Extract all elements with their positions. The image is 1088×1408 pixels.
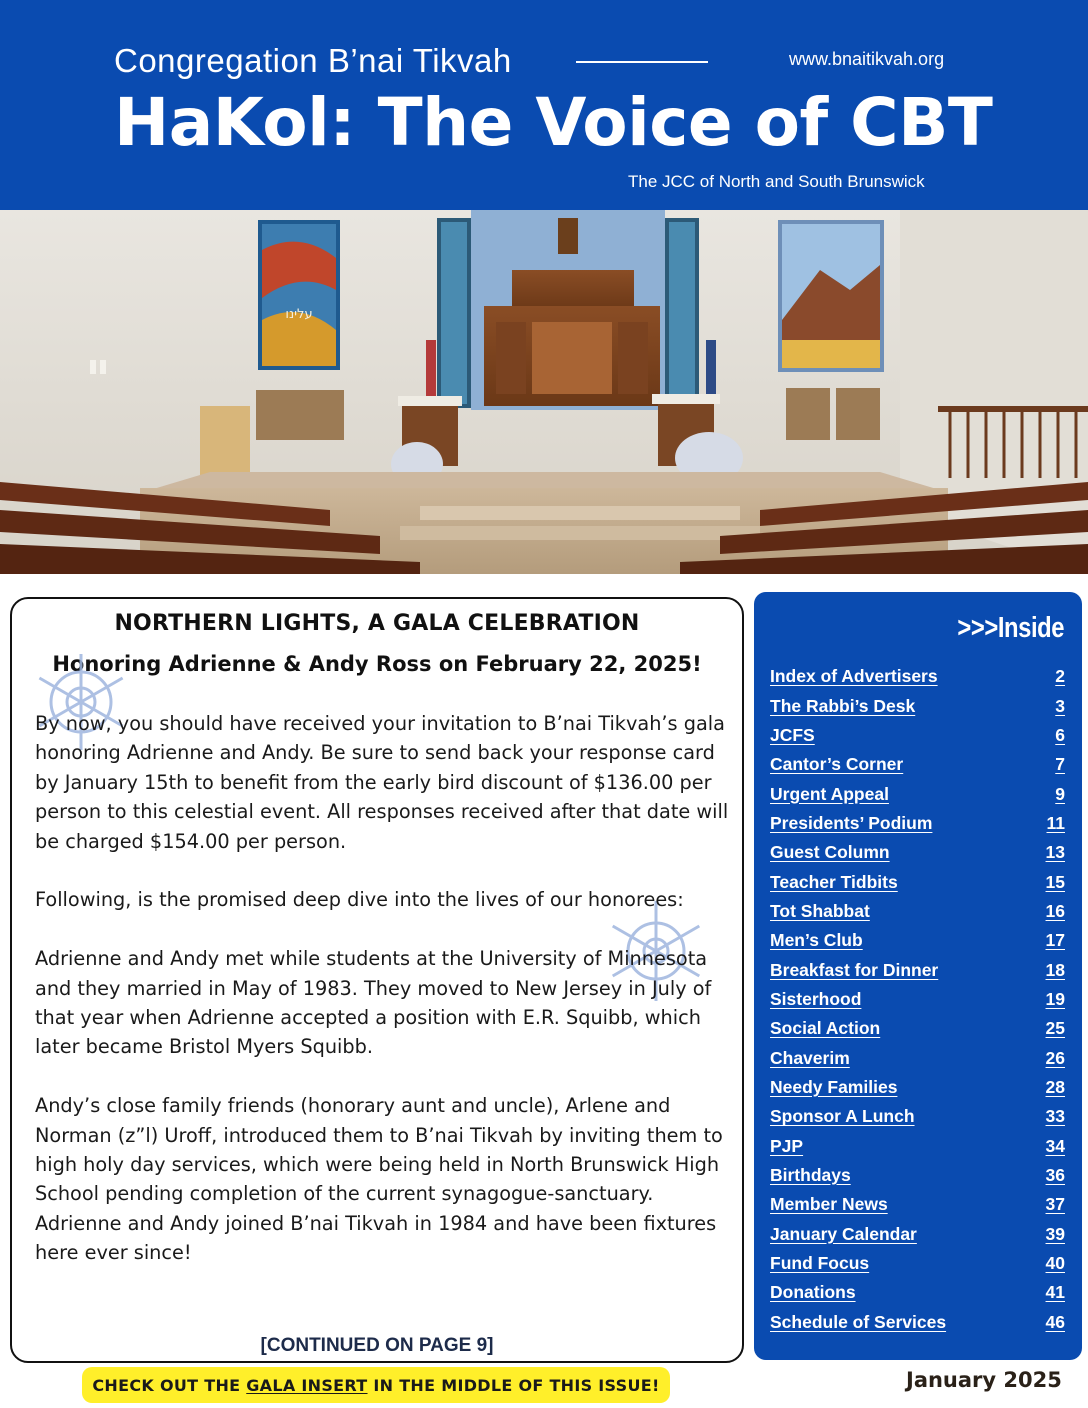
contents-item[interactable]: Sisterhood 19 bbox=[770, 988, 1065, 1009]
contents-list bbox=[770, 662, 1065, 1337]
issue-date: January 2025 bbox=[906, 1368, 1062, 1392]
contents-item[interactable]: Teacher Tidbits 15 bbox=[770, 871, 1065, 892]
gala-insert-link[interactable]: GALA INSERT bbox=[246, 1375, 368, 1395]
contents-item[interactable]: PJP 34 bbox=[770, 1135, 1065, 1156]
contents-item[interactable]: Social Action 25 bbox=[770, 1018, 1065, 1039]
sanctuary-photo bbox=[0, 210, 1088, 574]
contents-item[interactable]: Sponsor A Lunch 33 bbox=[770, 1106, 1065, 1127]
newsletter-title: HaKol: The Voice of CBT bbox=[114, 84, 993, 161]
continued-note[interactable]: [CONTINUED ON PAGE 9] bbox=[260, 1335, 494, 1356]
contents-item[interactable]: JCFS 6 bbox=[770, 724, 1065, 745]
article-subheadline: Honoring Adrienne & Andy Ross on February 22, 2025! bbox=[52, 652, 702, 676]
tagline: The JCC of North and South Brunswick bbox=[628, 172, 925, 191]
article-paragraph: By now, you should have received your invitation to B’nai Tikvah’s gala honoring Adrienne and Andy. Be sure to send back your response card by January 15th to benefit from the early bird discount of $136.00 per person to this celestial event. All responses received after that date will be charged $154.00 per person. bbox=[35, 712, 729, 853]
contents-item[interactable]: Breakfast for Dinner 18 bbox=[770, 959, 1065, 980]
contents-item[interactable]: January Calendar 39 bbox=[770, 1223, 1065, 1244]
header-divider bbox=[576, 61, 708, 63]
org-name: Congregation B’nai Tikvah bbox=[114, 42, 512, 79]
contents-item[interactable]: Index of Advertisers 2 bbox=[770, 666, 1065, 687]
feature-article bbox=[10, 597, 744, 1363]
article-paragraph: Following, is the promised deep dive into the lives of our honorees: bbox=[35, 888, 684, 912]
article-body bbox=[35, 709, 735, 1297]
inside-heading: >>>Inside bbox=[957, 612, 1064, 644]
contents-item[interactable]: Urgent Appeal 9 bbox=[770, 783, 1065, 804]
contents-item[interactable]: Donations 41 bbox=[770, 1282, 1065, 1303]
contents-item[interactable]: Guest Column 13 bbox=[770, 842, 1065, 863]
contents-item[interactable]: Fund Focus 40 bbox=[770, 1253, 1065, 1274]
inside-contents bbox=[754, 592, 1082, 1360]
contents-item[interactable]: Chaverim 26 bbox=[770, 1047, 1065, 1068]
contents-item[interactable]: Schedule of Services 46 bbox=[770, 1311, 1065, 1332]
contents-item[interactable]: Presidents’ Podium 11 bbox=[770, 812, 1065, 833]
contents-item[interactable]: Cantor’s Corner 7 bbox=[770, 754, 1065, 775]
website-link[interactable]: www.bnaitikvah.org bbox=[789, 49, 945, 69]
contents-item[interactable]: The Rabbi’s Desk 3 bbox=[770, 695, 1065, 716]
masthead bbox=[0, 0, 1088, 210]
article-headline: NORTHERN LIGHTS, A GALA CELEBRATION bbox=[114, 611, 640, 636]
gala-insert-banner: CHECK OUT THE GALA INSERT IN THE MIDDLE OF THIS ISSUE! bbox=[82, 1367, 670, 1403]
contents-item[interactable]: Needy Families 28 bbox=[770, 1076, 1065, 1097]
contents-item[interactable]: Member News 37 bbox=[770, 1194, 1065, 1215]
contents-item[interactable]: Birthdays 36 bbox=[770, 1165, 1065, 1186]
contents-item[interactable]: Men’s Club 17 bbox=[770, 930, 1065, 951]
contents-item[interactable]: Tot Shabbat 16 bbox=[770, 900, 1065, 921]
svg-text:עלינו: עלינו bbox=[285, 307, 313, 322]
article-paragraph: Andy’s close family friends (honorary aunt and uncle), Arlene and Norman (z”l) Uroff, introduced them to B’nai Tikvah by inviting them to high holy day services, which were being held in North Brunswick High School pending completion of the current synagogue-sanctuary. Adrienne and Andy joined B’nai Tikvah in 1984 and have been fixtures here ever since! bbox=[35, 1094, 723, 1265]
article-paragraph: Adrienne and Andy met while students at the University of Minnesota and they married in May of 1983. They moved to New Jersey in July of that year when Adrienne accepted a position with E.R. Squibb, which later became Bristol Myers Squibb. bbox=[35, 947, 712, 1059]
